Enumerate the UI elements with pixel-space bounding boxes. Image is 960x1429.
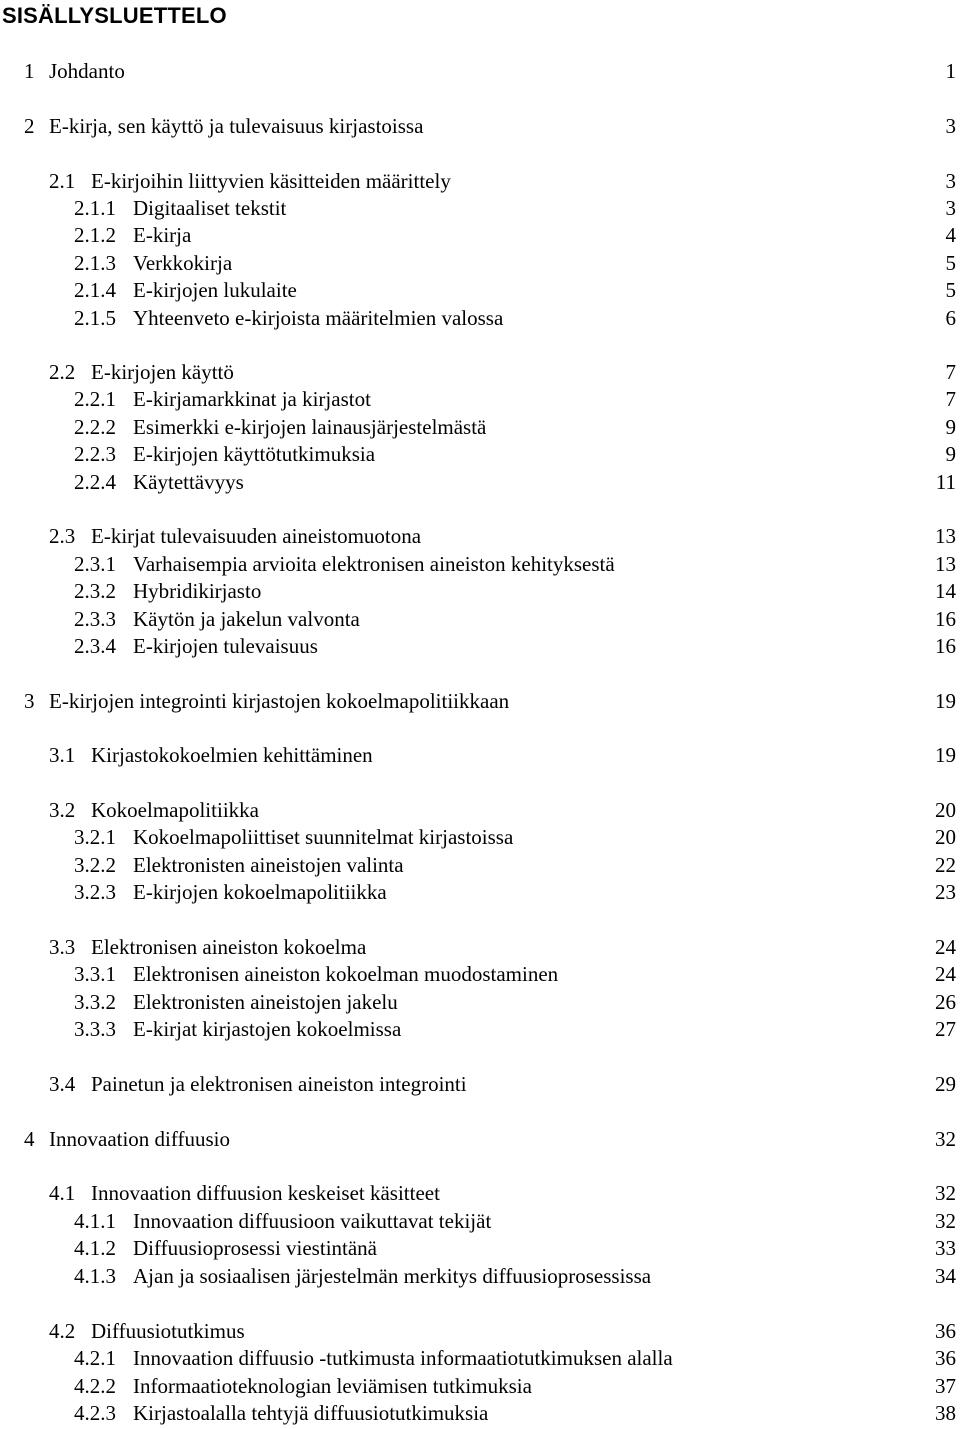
toc-entry-title: Innovaation diffuusion keskeiset käsitteet xyxy=(91,1181,440,1205)
toc-entry-page-number: 16 xyxy=(935,607,956,631)
toc-entry-title: E-kirjoihin liittyvien käsitteiden määrittely xyxy=(91,169,451,193)
toc-entry[interactable] xyxy=(0,276,960,304)
toc-entry[interactable] xyxy=(0,741,960,769)
toc-entry-page-number: 9 xyxy=(945,442,956,466)
toc-entry-number: 2.2 xyxy=(49,360,76,384)
toc-entry[interactable] xyxy=(0,1179,960,1207)
toc-entry-title: E-kirjamarkkinat ja kirjastot xyxy=(133,387,371,411)
toc-entry-page-number: 27 xyxy=(935,1017,956,1041)
toc-entry-title: E-kirjojen kokoelmapolitiikka xyxy=(133,880,387,904)
toc-entry-number: 3 xyxy=(24,689,35,713)
toc-entry-title: Innovaation diffuusio xyxy=(49,1127,231,1151)
toc-entry[interactable] xyxy=(0,1070,960,1098)
toc-entry-number: 3.3.1 xyxy=(74,962,116,986)
toc-entry-page-number: 37 xyxy=(935,1374,956,1398)
toc-entry-page-number: 22 xyxy=(935,853,956,877)
toc-entry[interactable] xyxy=(0,988,960,1016)
toc-entry-title: Yhteenveto e-kirjoista määritelmien valossa xyxy=(133,306,504,330)
toc-entry-number: 2.1.2 xyxy=(74,223,116,247)
toc-entry-page-number: 9 xyxy=(945,415,956,439)
toc-entry-title: Elektronisten aineistojen valinta xyxy=(133,853,404,877)
toc-entry-title: Digitaaliset tekstit xyxy=(133,196,287,220)
toc-entry-title: Painetun ja elektronisen aineiston integrointi xyxy=(91,1072,467,1096)
toc-entry[interactable] xyxy=(0,823,960,851)
toc-entry-page-number: 5 xyxy=(945,251,956,275)
toc-entry[interactable] xyxy=(0,57,960,85)
toc-entry-number: 3.1 xyxy=(49,743,76,767)
toc-entry-title: E-kirja xyxy=(133,223,192,247)
toc-entry-page-number: 24 xyxy=(935,935,956,959)
toc-entry-number: 2.3.1 xyxy=(74,552,116,576)
toc-entry-number: 4.2.3 xyxy=(74,1401,116,1425)
toc-entry[interactable] xyxy=(0,878,960,906)
toc-entry-number: 2.2.2 xyxy=(74,415,116,439)
toc-entry-title: E-kirjojen integrointi kirjastojen kokoelmapolitiikkaan xyxy=(49,689,510,713)
toc-entry[interactable] xyxy=(0,632,960,660)
toc-entry-title: E-kirjojen käyttö xyxy=(91,360,234,384)
toc-entry-page-number: 16 xyxy=(935,634,956,658)
toc-entry-title: Innovaation diffuusio -tutkimusta informaatiotutkimuksen alalla xyxy=(133,1346,673,1370)
toc-entry-title: Johdanto xyxy=(49,59,125,83)
toc-entry-number: 2.3.2 xyxy=(74,579,116,603)
toc-entry-page-number: 14 xyxy=(935,579,956,603)
toc-entry[interactable] xyxy=(0,605,960,633)
toc-entry-title: Hybridikirjasto xyxy=(133,579,262,603)
toc-entry-number: 3.4 xyxy=(49,1072,76,1096)
toc-entry-number: 4.2.2 xyxy=(74,1374,116,1398)
toc-entry[interactable] xyxy=(0,796,960,824)
toc-entry-number: 3.2.3 xyxy=(74,880,116,904)
toc-entry-title: Diffuusiotutkimus xyxy=(91,1319,245,1343)
toc-entry-page-number: 3 xyxy=(945,196,956,220)
toc-entry-page-number: 4 xyxy=(945,223,956,247)
toc-entry-number: 4.1.1 xyxy=(74,1209,116,1233)
toc-entry[interactable] xyxy=(0,687,960,715)
toc-entry-page-number: 24 xyxy=(935,962,956,986)
toc-entry[interactable] xyxy=(0,440,960,468)
toc-entry-page-number: 3 xyxy=(945,114,956,138)
toc-entry[interactable] xyxy=(0,1399,960,1427)
toc-entry[interactable] xyxy=(0,1234,960,1262)
toc-entry[interactable] xyxy=(0,249,960,277)
toc-entry-page-number: 13 xyxy=(935,552,956,576)
toc-entry[interactable] xyxy=(0,194,960,222)
toc-entry-title: Kokoelmapolitiikka xyxy=(91,798,259,822)
toc-entry-page-number: 26 xyxy=(935,990,956,1014)
toc-entry[interactable] xyxy=(0,468,960,496)
toc-entry-title: E-kirjojen käyttötutkimuksia xyxy=(133,442,376,466)
toc-entry[interactable] xyxy=(0,304,960,332)
toc-entry-title: Varhaisempia arvioita elektronisen aineiston kehityksestä xyxy=(133,552,615,576)
toc-entry-page-number: 32 xyxy=(935,1209,956,1233)
toc-entry-page-number: 32 xyxy=(935,1181,956,1205)
toc-entry-title: Elektronisten aineistojen jakelu xyxy=(133,990,398,1014)
toc-entry[interactable] xyxy=(0,413,960,441)
toc-entry[interactable] xyxy=(0,1317,960,1345)
toc-entry-number: 3.3 xyxy=(49,935,76,959)
toc-entry[interactable] xyxy=(0,1372,960,1400)
toc-entry[interactable] xyxy=(0,1015,960,1043)
toc-entry-number: 2.1.3 xyxy=(74,251,116,275)
toc-entry-title: Käytön ja jakelun valvonta xyxy=(133,607,360,631)
toc-entry-title: Esimerkki e-kirjojen lainausjärjestelmästä xyxy=(133,415,487,439)
toc-entry[interactable] xyxy=(0,522,960,550)
toc-entry-number: 2.1.5 xyxy=(74,306,116,330)
toc-entry-title: Innovaation diffuusioon vaikuttavat tekijät xyxy=(133,1209,492,1233)
toc-entry-number: 4.1.2 xyxy=(74,1236,116,1260)
toc-entry-number: 2.1 xyxy=(49,169,76,193)
toc-entry-number: 2.3.4 xyxy=(74,634,116,658)
toc-entry-number: 2.2.1 xyxy=(74,387,116,411)
toc-entry-title: Ajan ja sosiaalisen järjestelmän merkitys diffuusioprosessissa xyxy=(133,1264,652,1288)
toc-entry-page-number: 1 xyxy=(945,59,956,83)
toc-entry[interactable] xyxy=(0,960,960,988)
toc-entry[interactable] xyxy=(0,385,960,413)
toc-entry-number: 4.2 xyxy=(49,1319,76,1343)
toc-entry-number: 3.2 xyxy=(49,798,76,822)
toc-entry-page-number: 20 xyxy=(935,798,956,822)
toc-entry-title: Elektronisen aineiston kokoelman muodostaminen xyxy=(133,962,559,986)
toc-entry-title: Verkkokirja xyxy=(133,251,233,275)
toc-entry-number: 2.3 xyxy=(49,524,76,548)
toc-entry[interactable] xyxy=(0,1207,960,1235)
toc-entry-page-number: 29 xyxy=(935,1072,956,1096)
toc-entry[interactable] xyxy=(0,358,960,386)
toc-entry-number: 3.2.2 xyxy=(74,853,116,877)
toc-entry-title: E-kirjat tulevaisuuden aineistomuotona xyxy=(91,524,422,548)
toc-entry-number: 1 xyxy=(24,59,35,83)
toc-entry-title: E-kirja, sen käyttö ja tulevaisuus kirjastoissa xyxy=(49,114,424,138)
toc-entry-number: 4.2.1 xyxy=(74,1346,116,1370)
toc-entry-page-number: 34 xyxy=(935,1264,956,1288)
toc-entry[interactable] xyxy=(0,112,960,140)
toc-entry-page-number: 32 xyxy=(935,1127,956,1151)
toc-entry-page-number: 7 xyxy=(945,360,956,384)
toc-entry-number: 3.3.3 xyxy=(74,1017,116,1041)
toc-entry-page-number: 11 xyxy=(935,470,956,494)
toc-entry-page-number: 3 xyxy=(945,169,956,193)
toc-entry-page-number: 13 xyxy=(935,524,956,548)
toc-entry[interactable] xyxy=(0,1262,960,1290)
toc-entry-page-number: 6 xyxy=(945,306,956,330)
toc-entry-title: Diffuusioprosessi viestintänä xyxy=(133,1236,378,1260)
toc-entry[interactable] xyxy=(0,167,960,195)
toc-entry[interactable] xyxy=(0,550,960,578)
toc-entry-number: 4 xyxy=(24,1127,35,1151)
toc-entry-title: Käytettävyys xyxy=(133,470,244,494)
toc-entry-title: E-kirjat kirjastojen kokoelmissa xyxy=(133,1017,402,1041)
toc-entry[interactable] xyxy=(0,1344,960,1372)
toc-entry-page-number: 33 xyxy=(935,1236,956,1260)
toc-entry-number: 2.2.3 xyxy=(74,442,116,466)
toc-entry[interactable] xyxy=(0,933,960,961)
toc-entry-title: E-kirjojen lukulaite xyxy=(133,278,297,302)
toc-entry-title: Kirjastoalalla tehtyjä diffuusiotutkimuksia xyxy=(133,1401,489,1425)
toc-entry-number: 3.2.1 xyxy=(74,825,116,849)
toc-entry-number: 2 xyxy=(24,114,35,138)
toc-entry-page-number: 20 xyxy=(935,825,956,849)
toc-entry-number: 2.3.3 xyxy=(74,607,116,631)
toc-entry-number: 2.1.1 xyxy=(74,196,116,220)
toc-entry-page-number: 5 xyxy=(945,278,956,302)
toc-entry-page-number: 36 xyxy=(935,1346,956,1370)
toc-entry-number: 3.3.2 xyxy=(74,990,116,1014)
toc-entry-page-number: 19 xyxy=(935,689,956,713)
toc-entry-number: 4.1 xyxy=(49,1181,76,1205)
toc-entry-number: 2.2.4 xyxy=(74,470,116,494)
toc-entry-number: 2.1.4 xyxy=(74,278,116,302)
toc-entry-page-number: 19 xyxy=(935,743,956,767)
toc-entry-page-number: 38 xyxy=(935,1401,956,1425)
toc-entry[interactable] xyxy=(0,221,960,249)
toc-entry-title: Kokoelmapoliittiset suunnitelmat kirjastoissa xyxy=(133,825,514,849)
toc-entry-page-number: 23 xyxy=(935,880,956,904)
toc-entry-title: E-kirjojen tulevaisuus xyxy=(133,634,318,658)
toc-entry-title: Informaatioteknologian leviämisen tutkimuksia xyxy=(133,1374,532,1398)
toc-entry[interactable] xyxy=(0,577,960,605)
toc-entry[interactable] xyxy=(0,851,960,879)
toc-entry[interactable] xyxy=(0,1125,960,1153)
toc-entry-page-number: 36 xyxy=(935,1319,956,1343)
toc-entry-number: 4.1.3 xyxy=(74,1264,116,1288)
toc-heading: SISÄLLYSLUETTELO xyxy=(2,3,227,28)
toc-entry-title: Elektronisen aineiston kokoelma xyxy=(91,935,367,959)
toc-entry-page-number: 7 xyxy=(945,387,956,411)
toc-entry-title: Kirjastokokoelmien kehittäminen xyxy=(91,743,373,767)
